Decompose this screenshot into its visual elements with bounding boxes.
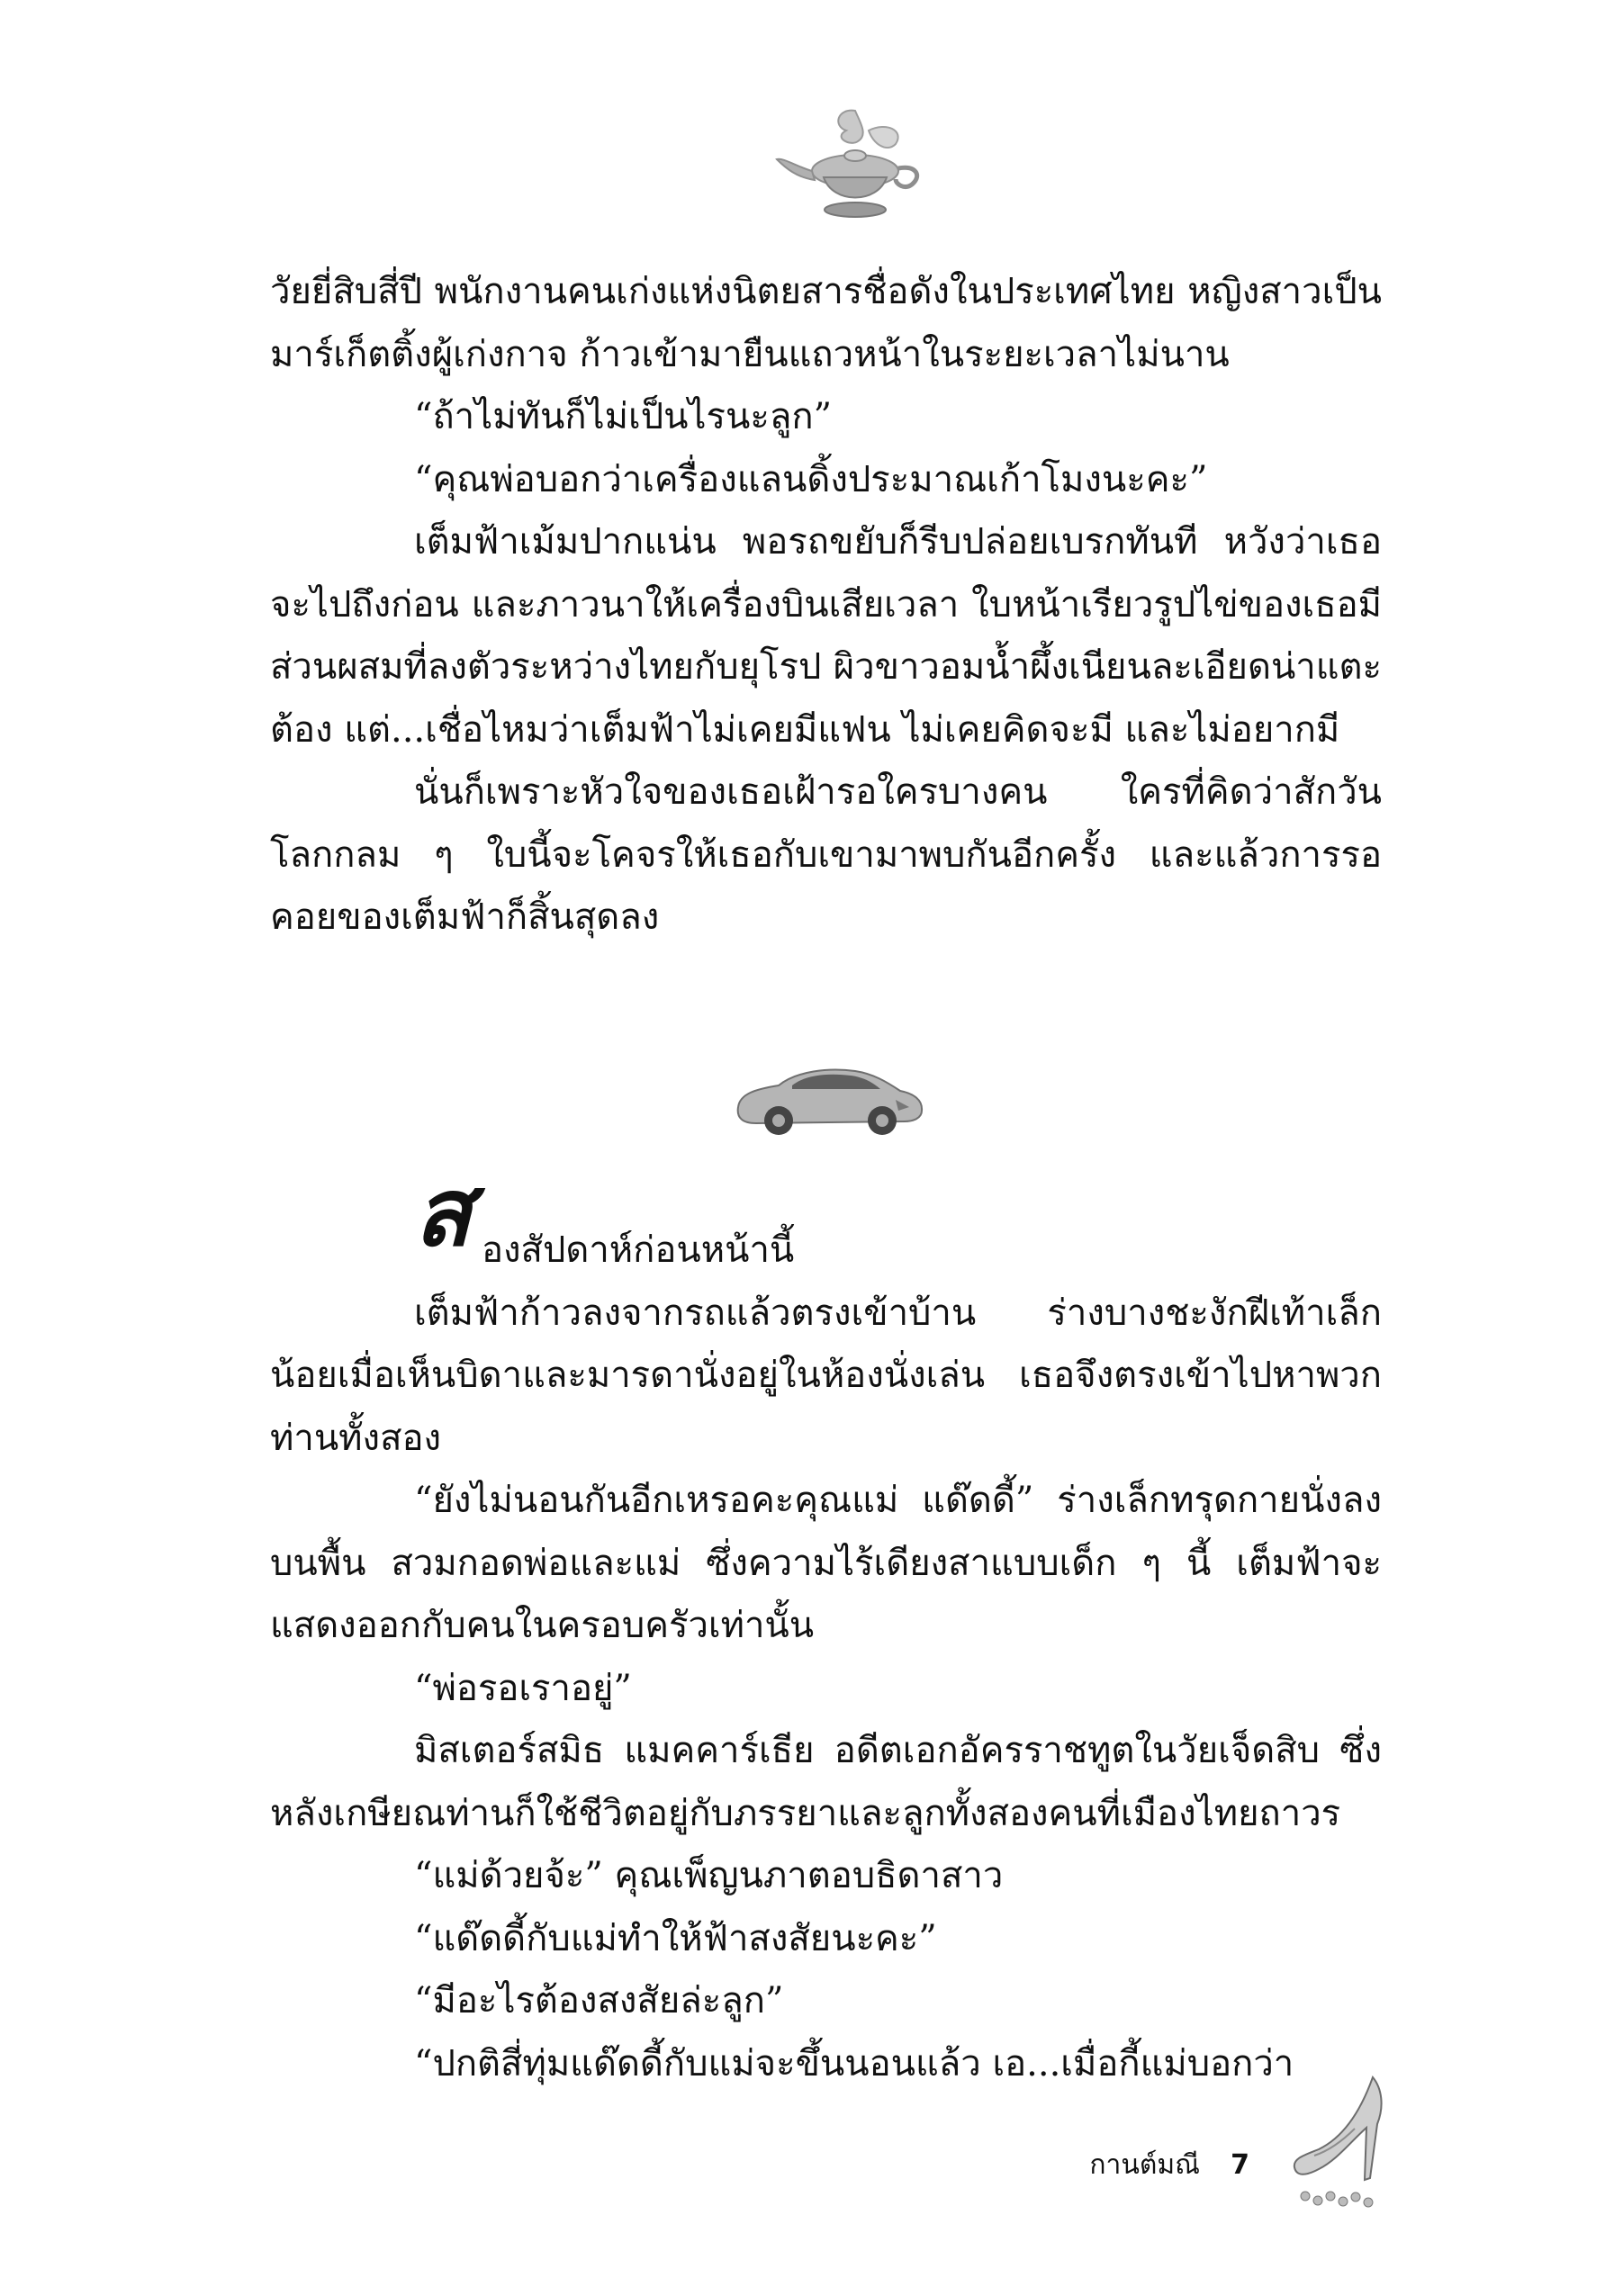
paragraph: “ถ้าไม่ทันก็ไม่เป็นไรนะลูก” bbox=[414, 396, 833, 437]
paragraph: “แด๊ดดี้กับแม่ทำให้ฟ้าสงสัยนะคะ” bbox=[414, 1917, 937, 1959]
glass-slipper-icon bbox=[1287, 2070, 1395, 2219]
paragraph: “ยังไม่นอนกันอีกเหรอคะคุณแม่ แด๊ดดี้” ร่างเล็กทรุดกายนั่งลงบนพื้น สวมกอดพ่อและแม่ ซึ่งความไร้เดียงสาแบบเด็ก ๆ นี้ เต็มฟ้าจะแสดงออกกับคนในครอบครัวเท่านั้น bbox=[270, 1480, 1382, 1646]
paragraph: มิสเตอร์สมิธ แมคคาร์เธีย อดีตเอกอัครราชทูตในวัยเจ็ดสิบ ซึ่งหลังเกษียณท่านก็ใช้ชีวิตอยู่กับภรรยาและลูกทั้งสองคนที่เมืองไทยถาวร bbox=[270, 1730, 1382, 1834]
section-2 bbox=[270, 1157, 1382, 2095]
paragraph: วัยยี่สิบสี่ปี พนักงานคนเก่งแห่งนิตยสารชื่อดังในประเทศไทย หญิงสาวเป็นมาร์เก็ตติ้งผู้เก่งกาจ ก้าวเข้ามายืนแถวหน้าในระยะเวลาไม่นาน bbox=[270, 271, 1382, 375]
book-title: กานต์มณี bbox=[1089, 2149, 1200, 2181]
sports-car-icon bbox=[729, 1044, 932, 1143]
paragraph: เต็มฟ้าก้าวลงจากรถแล้วตรงเข้าบ้าน ร่างบางชะงักฝีเท้าเล็กน้อยเมื่อเห็นบิดาและมารดานั่งอยู่ในห้องนั่งเล่น เธอจึงตรงเข้าไปหาพวกท่านทั้งสอง bbox=[270, 1292, 1382, 1459]
paragraph: “คุณพ่อบอกว่าเครื่องแลนดิ้งประมาณเก้าโมงนะคะ” bbox=[414, 458, 1208, 500]
paragraph: “พ่อรอเราอยู่” bbox=[414, 1667, 632, 1709]
section-1 bbox=[270, 261, 1382, 950]
paragraph: เต็มฟ้าเม้มปากแน่น พอรถขยับก็รีบปล่อยเบรกทันที หวังว่าเธอจะไปถึงก่อน และภาวนาให้เครื่องบินเสียเวลา ใบหน้าเรียวรูปไข่ของเธอมีส่วนผสมที่ลงตัวระหว่างไทยกับยุโรป ผิวขาวอมน้ำผึ้งเนียนละเอียดน่าแตะต้อง แต่...เชื่อไหมว่าเต็มฟ้าไม่เคยมีแฟน ไม่เคยคิดจะมี และไม่อยากมี bbox=[270, 521, 1382, 751]
page-number: 7 bbox=[1231, 2149, 1249, 2181]
paragraph: “แม่ด้วยจ้ะ” คุณเพ็ญนภาตอบธิดาสาว bbox=[414, 1855, 1004, 1896]
paragraph: “มีอะไรต้องสงสัยล่ะลูก” bbox=[414, 1980, 784, 2021]
paragraph: “ปกติสี่ทุ่มแด๊ดดี้กับแม่จะขึ้นนอนแล้ว เอ...เมื่อกี้แม่บอกว่า bbox=[414, 2042, 1294, 2084]
section-heading-line: องสัปดาห์ก่อนหน้านี้ bbox=[482, 1229, 795, 1271]
genie-lamp-icon bbox=[770, 104, 932, 225]
paragraph: นั่นก็เพราะหัวใจของเธอเฝ้ารอใครบางคน ใครที่คิดว่าสักวันโลกกลม ๆ ใบนี้จะโคจรให้เธอกับเขามาพบกันอีกครั้ง และแล้วการรอคอยของเต็มฟ้าก็สิ้นสุดลง bbox=[270, 771, 1382, 938]
drop-cap: ส bbox=[414, 1157, 472, 1267]
